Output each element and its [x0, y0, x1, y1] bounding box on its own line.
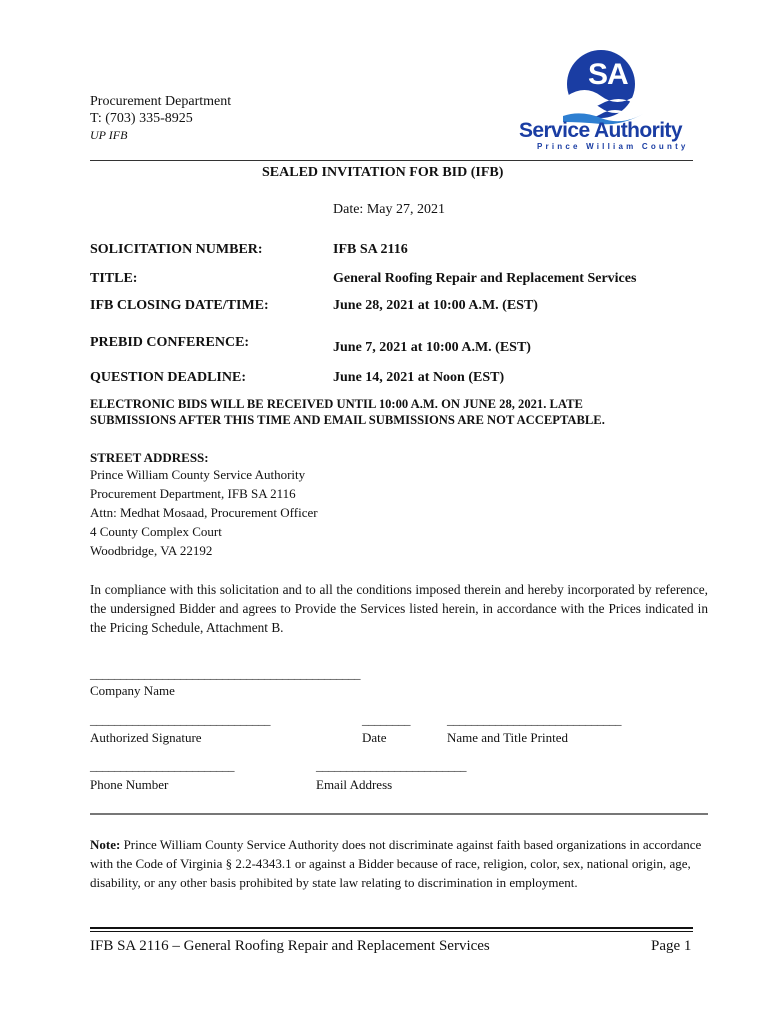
compliance-statement: In compliance with this solicitation and to all the conditions imposed therein and hereby incorporated by reference, the undersigned Bidder and agrees to Provide the Services listed herein, in accordance with the Prices indicated in the Pricing Schedule, Attachment B. [90, 582, 708, 635]
solicitation-number-value: IFB SA 2116 [333, 242, 408, 257]
issue-date: Date: May 27, 2021 [333, 202, 445, 217]
document-code: UP IFB [90, 128, 128, 142]
email-address-label: Email Address [316, 777, 393, 792]
header-divider [90, 160, 693, 161]
department-phone: T: (703) 335-8925 [90, 111, 193, 126]
name-title-line: _____________________________ [447, 712, 621, 727]
question-deadline-value: June 14, 2021 at Noon (EST) [333, 370, 505, 385]
phone-number-line: ________________________ [90, 758, 234, 773]
note-divider [90, 813, 708, 815]
date-line: ________ [362, 712, 410, 727]
title-value: General Roofing Repair and Replacement Services [333, 271, 637, 286]
department-name: Procurement Department [90, 94, 232, 109]
closing-date-value: June 28, 2021 at 10:00 A.M. (EST) [333, 298, 538, 313]
prebid-conference-value: June 7, 2021 at 10:00 A.M. (EST) [333, 340, 531, 355]
note-label: Note: [90, 837, 121, 852]
submission-notice-line2: SUBMISSIONS AFTER THIS TIME AND EMAIL SUBMISSIONS ARE NOT ACCEPTABLE. [90, 413, 605, 427]
address-line: Procurement Department, IFB SA 2116 [90, 486, 296, 501]
solicitation-number-label: SOLICITATION NUMBER: [90, 242, 263, 257]
document-title: SEALED INVITATION FOR BID (IFB) [262, 165, 504, 180]
phone-number-label: Phone Number [90, 777, 169, 792]
logo-subtitle: Prince William County [537, 142, 689, 151]
authorized-signature-line: ______________________________ [90, 712, 270, 727]
authorized-signature-label: Authorized Signature [90, 730, 202, 745]
logo-name: Service Authority [519, 119, 682, 142]
closing-date-label: IFB CLOSING DATE/TIME: [90, 298, 269, 313]
footer-rule-bottom [90, 931, 693, 932]
logo-monogram: SA [588, 58, 628, 91]
company-name-line: _____________________________________________ [90, 666, 360, 681]
footer-rule-top [90, 927, 693, 929]
address-line: Attn: Medhat Mosaad, Procurement Officer [90, 505, 318, 520]
question-deadline-label: QUESTION DEADLINE: [90, 370, 246, 385]
page-number: Page 1 [651, 938, 692, 954]
submission-notice-line1: ELECTRONIC BIDS WILL BE RECEIVED UNTIL 10:00 A.M. ON JUNE 28, 2021. LATE [90, 397, 583, 411]
service-authority-logo [515, 44, 693, 156]
note-text: Prince William County Service Authority does not discriminate against faith based organizations in accordance with the Code of Virginia § 2.2-4343.1 or against a Bidder because of race, religion, color, sex, national origin, age, disability, or any other basis prohibited by state law relating to discrimination in employment. [90, 837, 702, 890]
footer-document-title: IFB SA 2116 – General Roofing Repair and Replacement Services [90, 938, 490, 954]
title-label: TITLE: [90, 271, 138, 286]
company-name-label: Company Name [90, 683, 175, 698]
date-label: Date [362, 730, 387, 745]
address-heading: STREET ADDRESS: [90, 450, 209, 465]
non-discrimination-note [90, 835, 708, 892]
prebid-conference-label: PREBID CONFERENCE: [90, 335, 250, 350]
name-title-label: Name and Title Printed [447, 730, 568, 745]
address-line: Woodbridge, VA 22192 [90, 543, 213, 558]
email-address-line: _________________________ [316, 758, 466, 773]
address-line: 4 County Complex Court [90, 524, 222, 539]
address-line: Prince William County Service Authority [90, 467, 306, 482]
